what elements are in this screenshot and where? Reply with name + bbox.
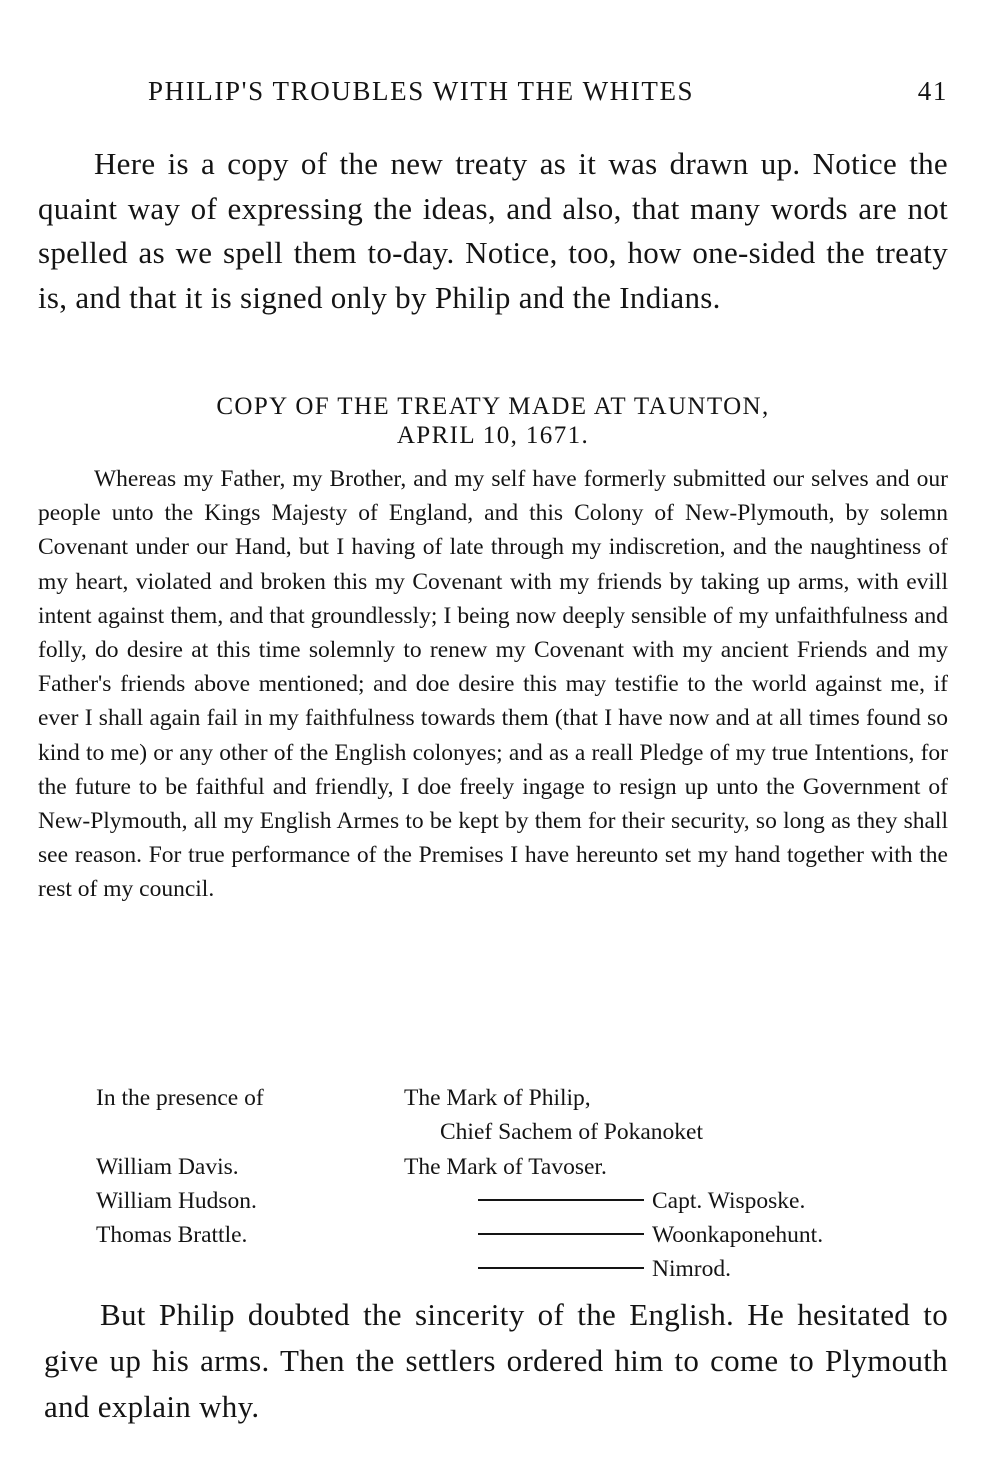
mark-philip: The Mark of Philip, bbox=[404, 1085, 591, 1111]
witness-1: William Davis. bbox=[96, 1154, 239, 1180]
signature-dash bbox=[478, 1199, 644, 1201]
treaty-heading-line1: COPY OF THE TREATY MADE AT TAUNTON, bbox=[216, 393, 770, 420]
mark-tavoser: The Mark of Tavoser. bbox=[404, 1154, 607, 1180]
dashed-signer-name: Capt. Wisposke. bbox=[652, 1188, 806, 1214]
page-number: 41 bbox=[917, 76, 948, 106]
witness-3: Thomas Brattle. bbox=[96, 1222, 248, 1248]
dashed-signer-3 bbox=[478, 1252, 731, 1286]
witness-2: William Hudson. bbox=[96, 1188, 257, 1214]
treaty-heading-line2: APRIL 10, 1671. bbox=[396, 422, 590, 449]
dashed-signer-name: Woonkaponehunt. bbox=[652, 1222, 824, 1248]
presence-label: In the presence of bbox=[96, 1085, 264, 1111]
running-head-title: PHILIP'S TROUBLES WITH THE WHITES bbox=[148, 76, 695, 106]
philip-title: Chief Sachem of Pokanoket bbox=[440, 1119, 704, 1145]
dashed-signer-name: Nimrod. bbox=[652, 1256, 731, 1282]
running-head bbox=[148, 76, 948, 116]
signature-dash bbox=[478, 1267, 644, 1269]
intro-paragraph: Here is a copy of the new treaty as it was drawn up. Notice the quaint way of expressing the ideas, and also, that many words are not spelled as we spell them to-day. Notice, too, how one-sided the treaty is, and that it is signed only by Philip and the Indians. bbox=[38, 146, 948, 315]
dashed-signer-2 bbox=[478, 1218, 823, 1252]
dashed-signer-1 bbox=[478, 1184, 805, 1218]
signature-dash bbox=[478, 1233, 644, 1235]
outro-paragraph: But Philip doubted the sincerity of the English. He hesitated to give up his arms. Then the settlers ordered him to come to Plymouth and explain why. bbox=[44, 1297, 948, 1424]
treaty-body: Whereas my Father, my Brother, and my self have formerly submitted our selves and our people unto the Kings Majesty of England, and this Colony of New-Plymouth, by solemn Covenant under our Hand, but I having of late through my indiscretion, and the naughtiness of my heart, violated and broken this my Covenant with my friends by taking up arms, with evill intent against them, and that groundlessly; I being now deeply sensible of my unfaithfulness and folly, do desire at this time solemnly to renew my Covenant with my ancient Friends and my Father's friends above mentioned; and doe desire this may testifie to the world against me, if ever I shall again fail in my faithfulness towards them (that I have now and at all times found so kind to me) or any other of the English colonyes; and as a reall Pledge of my true Intentions, for the future to be faithful and friendly, I doe freely ingage to resign up unto the Government of New-Plymouth, all my English Armes to be kept by them for their security, so long as they shall see reason. For true performance of the Premises I have hereunto set my hand together with the rest of my council. bbox=[38, 466, 948, 903]
treaty-heading bbox=[38, 392, 948, 450]
